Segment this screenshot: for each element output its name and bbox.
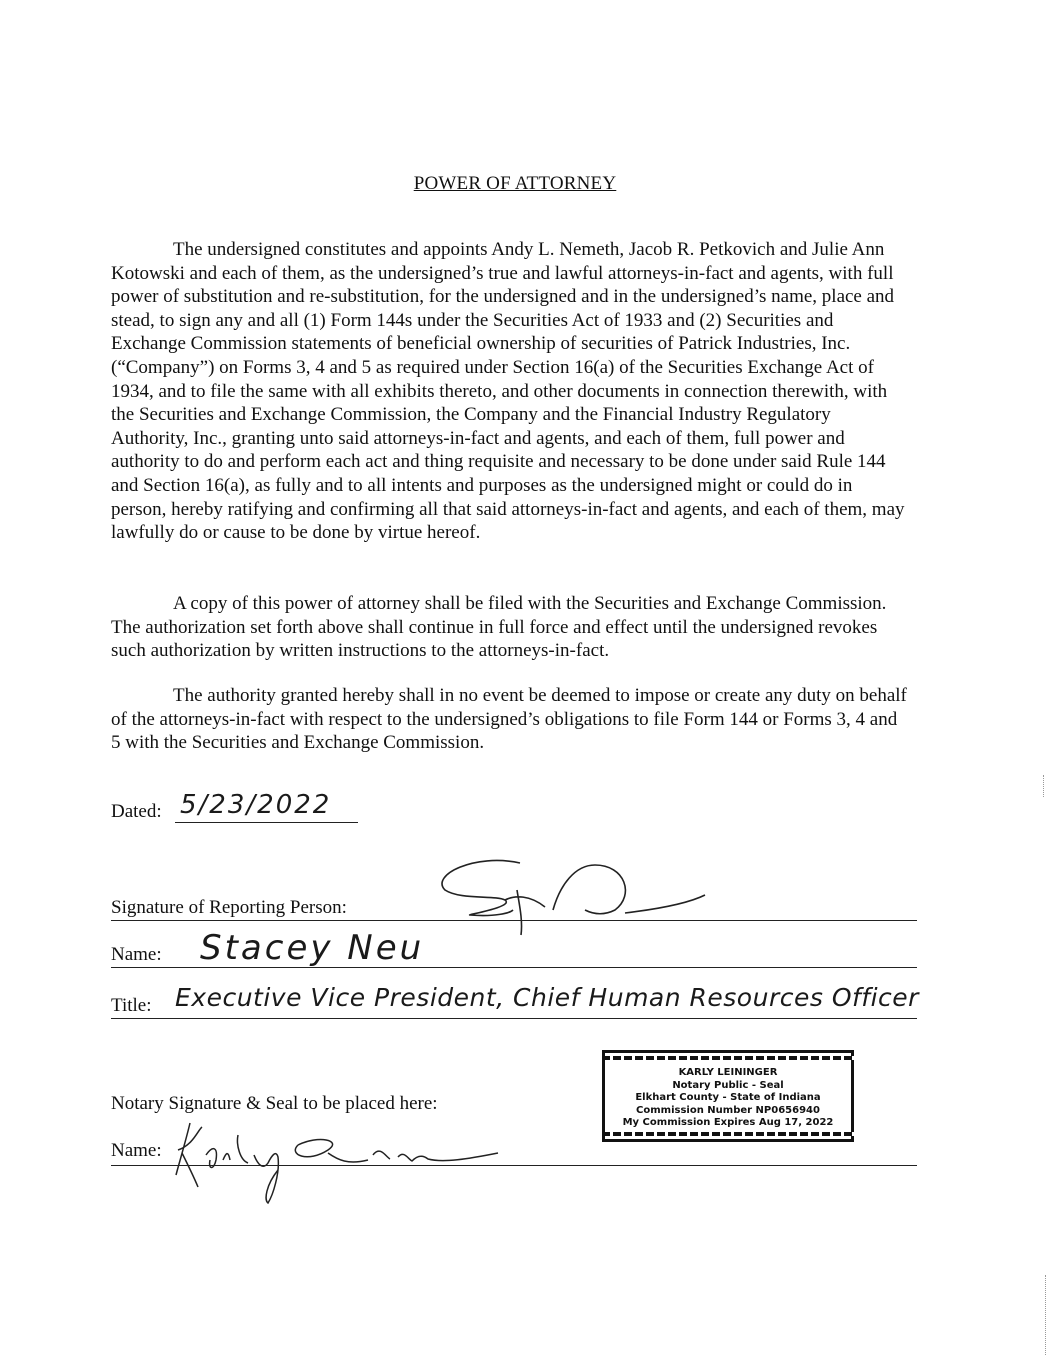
name-line <box>111 967 917 968</box>
notary-label: Notary Signature & Seal to be placed here: <box>111 1093 438 1114</box>
reporting-person-signature <box>435 855 715 940</box>
paragraph-appointment: The undersigned constitutes and appoints Andy L. Nemeth, Jacob R. Petkovich and Julie Ann Kotowski and each of them, as the undersigned’s true and lawful attorneys-in-fact and agents, with full power of substitution and re-substitution, for the undersigned and in the undersigned’s name, place and stead, to sign any and all (1) Form 144s under the Securities Act of 1933 and (2) Securities and Exchange Commission statements of beneficial ownership of securities of Patrick Industries, Inc. (“Company”) on Forms 3, 4 and 5 as required under Section 16(a) of the Securities Exchange Act of 1934, and to file the same with all exhibits thereto, and other documents in connection therewith, with the Securities and Exchange Commission, the Company and the Financial Industry Regulatory Authority, Inc., granting unto said attorneys-in-fact and agents, and each of them, full power and authority to do and perform each act and thing requisite and necessary to be done under said Rule 144 and Section 16(a), as fully and to all intents and purposes as the undersigned might or could do in person, hereby ratifying and confirming all that said attorneys-in-fact and agents, and each of them, may lawfully do or cause to be done by virtue hereof. <box>111 239 905 544</box>
notary-name-line <box>111 1165 917 1166</box>
dated-value: 5/23/2022 <box>180 790 332 820</box>
signature-label: Signature of Reporting Person: <box>111 897 347 918</box>
notary-seal-stamp <box>602 1050 854 1142</box>
signature-line <box>111 920 917 921</box>
title-value: Executive Vice President, Chief Human Resources Officer <box>175 983 919 1012</box>
scan-artifact <box>1043 775 1044 797</box>
dated-label: Dated: <box>111 801 162 822</box>
stamp-line: Notary Public - Seal <box>672 1079 784 1091</box>
notary-signature <box>168 1115 508 1205</box>
stamp-line: Commission Number NP0656940 <box>636 1104 820 1116</box>
name-value: Stacey Neu <box>200 928 425 968</box>
title-label: Title: <box>111 995 152 1016</box>
paragraph-authority: The authority granted hereby shall in no event be deemed to impose or create any duty on behalf of the attorneys-in-fact with respect to the undersigned’s obligations to file Form 144 or Forms 3, 4 and 5 with the Securities and Exchange Commission. <box>111 685 907 754</box>
stamp-line: KARLY LEININGER <box>678 1067 778 1078</box>
scan-artifact <box>1045 1275 1046 1355</box>
paragraph-filing: A copy of this power of attorney shall be filed with the Securities and Exchange Commission. The authorization set forth above shall continue in full force and effect until the undersigned revokes such authorization by written instructions to the attorneys-in-fact. <box>111 593 887 662</box>
stamp-line: My Commission Expires Aug 17, 2022 <box>622 1117 834 1128</box>
name-label: Name: <box>111 944 162 965</box>
dated-line <box>175 822 358 823</box>
document-title: POWER OF ATTORNEY <box>413 173 617 194</box>
stamp-line: Elkhart County - State of Indiana <box>635 1092 821 1103</box>
notary-name-label: Name: <box>111 1140 162 1161</box>
title-line <box>111 1018 917 1019</box>
